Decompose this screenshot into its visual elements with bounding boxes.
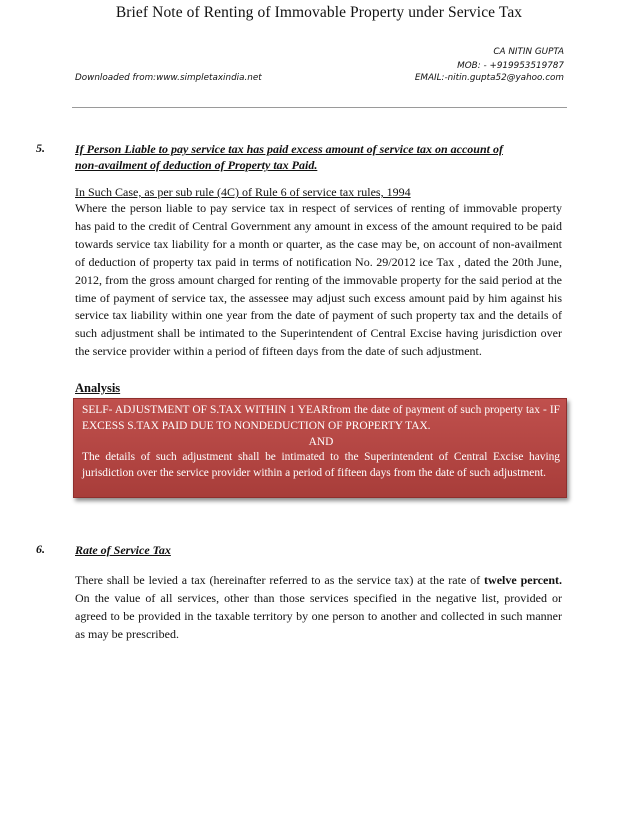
header-divider [72, 107, 567, 108]
author-email: EMAIL:-nitin.gupta52@yahoo.com [414, 73, 564, 83]
author-name: CA NITIN GUPTA [493, 47, 564, 57]
section-5-number: 5. [36, 141, 45, 155]
section-6-number: 6. [36, 542, 45, 556]
analysis-label: Analysis [75, 381, 121, 395]
section-6-body-part2: On the value of all services, other than those services specified in the negative list, provided or agreed to be provided in the taxable territory by one person to another and collected in such manner as may be prescribed. [75, 590, 562, 641]
source-note: Downloaded from:www.simpletaxindia.net [75, 73, 262, 83]
section-5-heading-line1: If Person Liable to pay service tax has paid excess amount of service tax on account of [75, 142, 503, 156]
section-6-rate: twelve percent. [484, 573, 563, 587]
analysis-callout-box [73, 398, 567, 498]
callout-and: AND [308, 435, 334, 448]
callout-line-1: SELF- ADJUSTMENT OF S.TAX WITHIN 1 YEARfrom the date of payment of such property tax - IF EXCESS S.TAX PAID DUE TO NONDEDUCTION OF PROPERTY TAX. [82, 404, 560, 432]
section-6-heading: Rate of Service Tax [75, 543, 171, 557]
section-6-body [75, 572, 562, 644]
section-5-body: Where the person liable to pay service tax in respect of services of renting of immovable property has paid to the credit of Central Government any amount in excess of the amount required to be paid towards service tax liability for a month or quarter, as the case may be, on account of non-availment of deduction of property tax paid in terms of notification No. 29/2012 ice Tax , dated the 20th June, 2012, from the gross amount charged for renting of the immovable property for the said period at the time of payment of service tax, the assessee may adjust such excess amount paid by him against his service tax liability within one year from the date of payment of such property tax and the details of such adjustment shall be intimated to the Superintendent of Central Excise having jurisdiction over the service provider within a period of fifteen days from the date of such adjustment. [75, 201, 562, 359]
section-5-subheading: In Such Case, as per sub rule (4C) of Rule 6 of service tax rules, 1994 [75, 185, 411, 199]
document-title: Brief Note of Renting of Immovable Property under Service Tax [115, 4, 523, 21]
author-mobile: MOB: - +919953519787 [457, 61, 564, 71]
section-5-heading-line2: non-availment of deduction of Property tax Paid. [75, 158, 318, 172]
section-5-heading [75, 141, 565, 173]
callout-text [82, 403, 560, 482]
callout-line-2: The details of such adjustment shall be intimated to the Superintendent of Central Excise having jurisdiction over the service provider within a period of fifteen days from the date of such adjustment. [82, 451, 560, 480]
section-6-body-part1: There shall be levied a tax (hereinafter referred to as the service tax) at the rate of [75, 573, 481, 587]
